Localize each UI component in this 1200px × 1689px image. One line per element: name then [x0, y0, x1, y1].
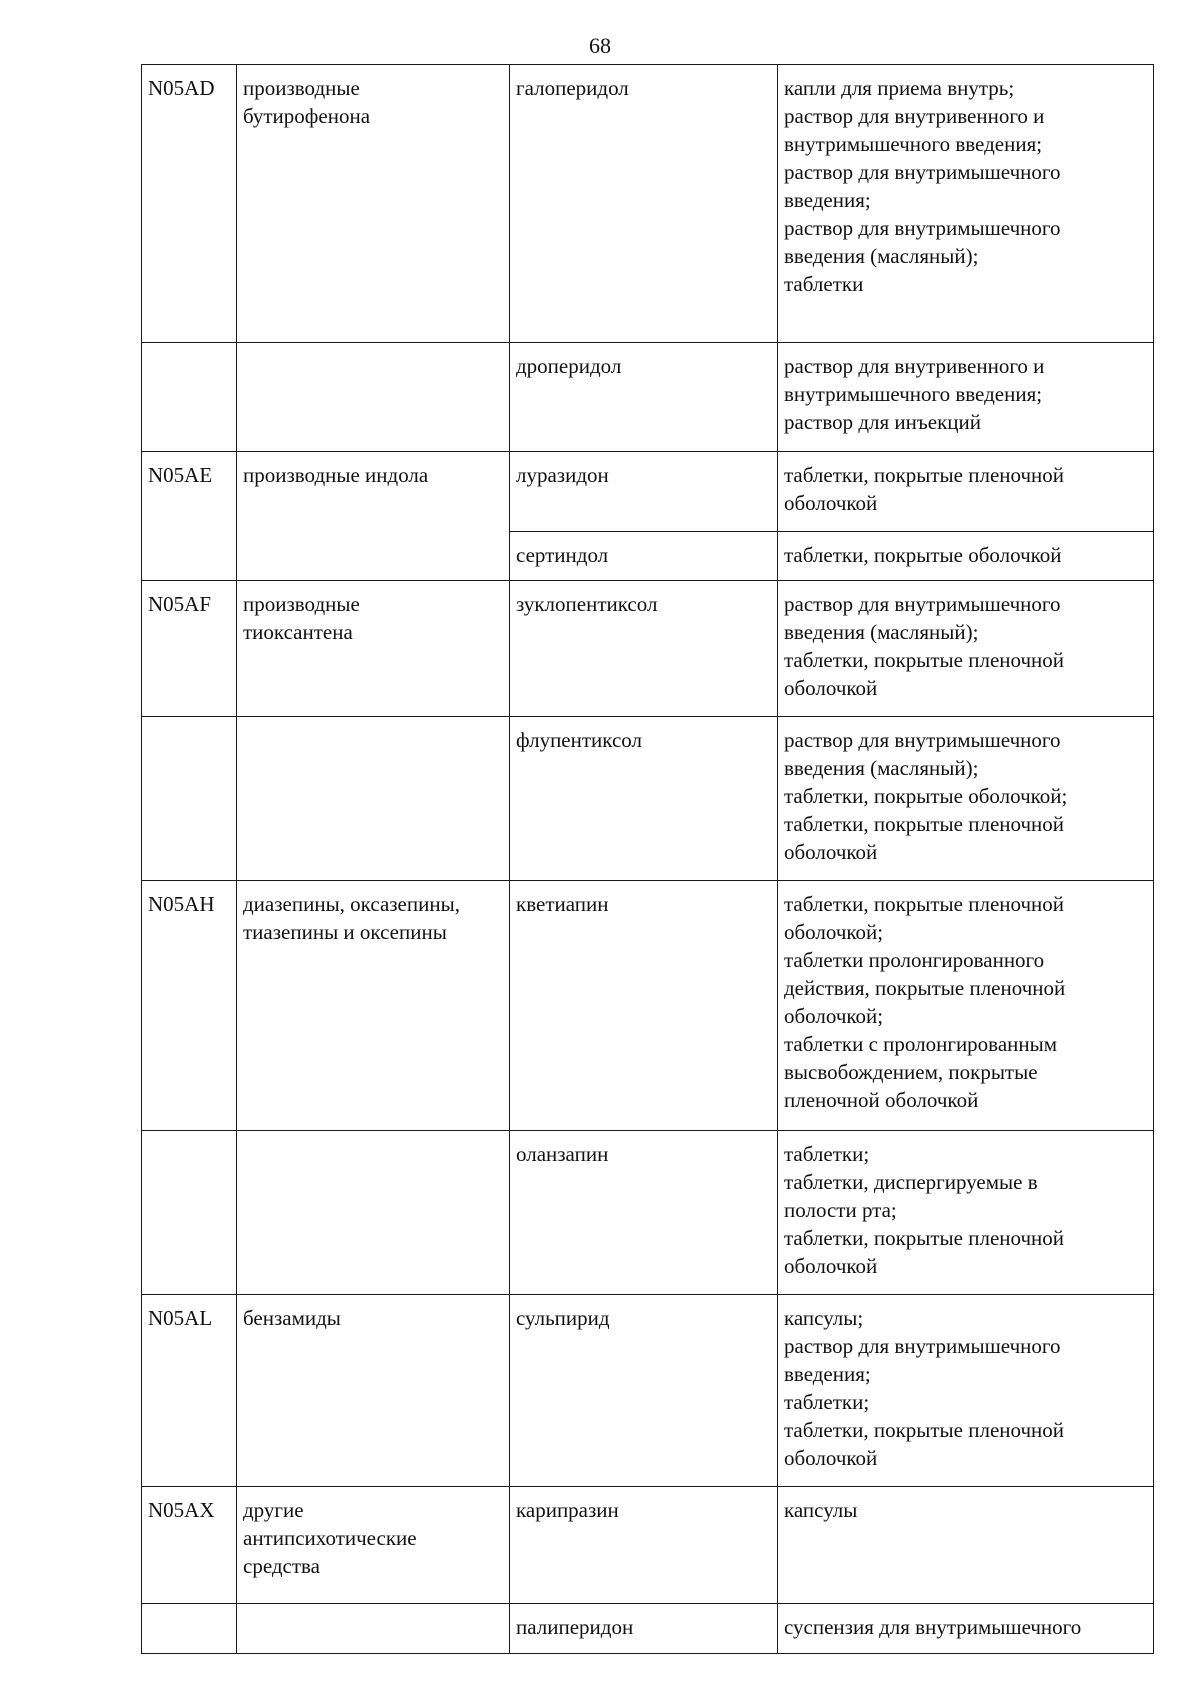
dosage-forms: раствор для внутримышечного введения (масляный); таблетки, покрытые пленочной оболочкой [784, 592, 1065, 700]
drug-cell [510, 1487, 778, 1604]
dosage-forms-cell [778, 717, 1154, 881]
pharmacological-group: другие антипсихотические средства [243, 1498, 417, 1578]
atc-code-cell [142, 452, 237, 581]
atc-code-cell [142, 881, 237, 1131]
page-number: 68 [589, 33, 611, 58]
pharmacological-group: диазепины, оксазепины, тиазепины и оксепины [243, 892, 460, 944]
dosage-forms-cell [778, 881, 1154, 1131]
dosage-forms-cell [778, 452, 1154, 532]
drug-cell [510, 581, 778, 717]
drug-name: зуклопентиксол [516, 592, 658, 616]
table-row [142, 881, 1154, 1131]
drug-cell [510, 452, 778, 532]
group-cell [237, 452, 510, 581]
atc-code-cell [142, 1487, 237, 1604]
atc-code-cell [142, 343, 237, 452]
pharmacological-group: бензамиды [243, 1306, 341, 1330]
dosage-forms: капсулы [784, 1498, 858, 1522]
drug-cell [510, 65, 778, 343]
atc-code: N05AX [148, 1498, 215, 1522]
drug-name: сульпирид [516, 1306, 610, 1330]
table-row [142, 452, 1154, 532]
dosage-forms-cell [778, 1487, 1154, 1604]
drug-cell [510, 343, 778, 452]
atc-code-cell [142, 1604, 237, 1654]
dosage-forms: раствор для внутримышечного введения (масляный); таблетки, покрытые оболочкой; таблетки, покрытые пленочной оболочкой [784, 728, 1068, 864]
dosage-forms-cell [778, 343, 1154, 452]
pharmacological-group: производные индола [243, 463, 429, 487]
drug-name: луразидон [516, 463, 609, 487]
table-row [142, 343, 1154, 452]
dosage-forms: капсулы; раствор для внутримышечного введения; таблетки; таблетки, покрытые пленочной оболочкой [784, 1306, 1065, 1470]
group-cell [237, 1487, 510, 1604]
drug-name: флупентиксол [516, 728, 642, 752]
group-cell [237, 1295, 510, 1487]
dosage-forms-cell [778, 65, 1154, 343]
drug-cell [510, 881, 778, 1131]
dosage-forms-cell [778, 1604, 1154, 1654]
dosage-forms: суспензия для внутримышечного [784, 1615, 1082, 1639]
table-row [142, 1131, 1154, 1295]
atc-code-cell [142, 581, 237, 717]
table-row [142, 65, 1154, 343]
group-cell [237, 1131, 510, 1295]
table-row [142, 1487, 1154, 1604]
atc-code: N05AL [148, 1306, 213, 1330]
dosage-forms: таблетки, покрытые пленочной оболочкой; таблетки пролонгированного действия, покрытые пленочной оболочкой; таблетки с пролонгированным высвобождением, покрытые пленочной оболочкой [784, 892, 1066, 1112]
dosage-forms: таблетки, покрытые оболочкой [784, 543, 1062, 567]
group-cell [237, 581, 510, 717]
group-cell [237, 65, 510, 343]
drug-name: сертиндол [516, 543, 609, 567]
table-row [142, 581, 1154, 717]
pharmacological-group: производные тиоксантена [243, 592, 360, 644]
atc-code: N05AE [148, 463, 213, 487]
drug-cell [510, 532, 778, 581]
drug-name: галоперидол [516, 76, 629, 100]
dosage-forms-cell [778, 532, 1154, 581]
drug-cell [510, 1604, 778, 1654]
group-cell [237, 717, 510, 881]
atc-code-cell [142, 1131, 237, 1295]
dosage-forms: таблетки, покрытые пленочной оболочкой [784, 463, 1065, 515]
group-cell [237, 1604, 510, 1654]
atc-code-cell [142, 717, 237, 881]
group-cell [237, 343, 510, 452]
dosage-forms: таблетки; таблетки, диспергируемые в полости рта; таблетки, покрытые пленочной оболочкой [784, 1142, 1065, 1278]
dosage-forms: капли для приема внутрь; раствор для внутривенного и внутримышечного введения; раствор для внутримышечного введения; раствор для внутримышечного введения (масляный); таблетки [784, 76, 1061, 296]
drug-name: карипразин [516, 1498, 619, 1522]
atc-code: N05AD [148, 76, 215, 100]
atc-code: N05AF [148, 592, 212, 616]
table-row [142, 1604, 1154, 1654]
medication-table [141, 64, 1154, 1654]
drug-name: дроперидол [516, 354, 622, 378]
table-row [142, 1295, 1154, 1487]
atc-code-cell [142, 65, 237, 343]
dosage-forms-cell [778, 1131, 1154, 1295]
drug-cell [510, 1295, 778, 1487]
drug-name: кветиапин [516, 892, 609, 916]
group-cell [237, 881, 510, 1131]
table-row [142, 717, 1154, 881]
dosage-forms-cell [778, 1295, 1154, 1487]
dosage-forms: раствор для внутривенного и внутримышечного введения; раствор для инъекций [784, 354, 1045, 434]
atc-code: N05AH [148, 892, 215, 916]
dosage-forms-cell [778, 581, 1154, 717]
atc-code-cell [142, 1295, 237, 1487]
pharmacological-group: производные бутирофенона [243, 76, 371, 128]
drug-name: оланзапин [516, 1142, 609, 1166]
drug-name: палиперидон [516, 1615, 634, 1639]
drug-cell [510, 1131, 778, 1295]
drug-cell [510, 717, 778, 881]
